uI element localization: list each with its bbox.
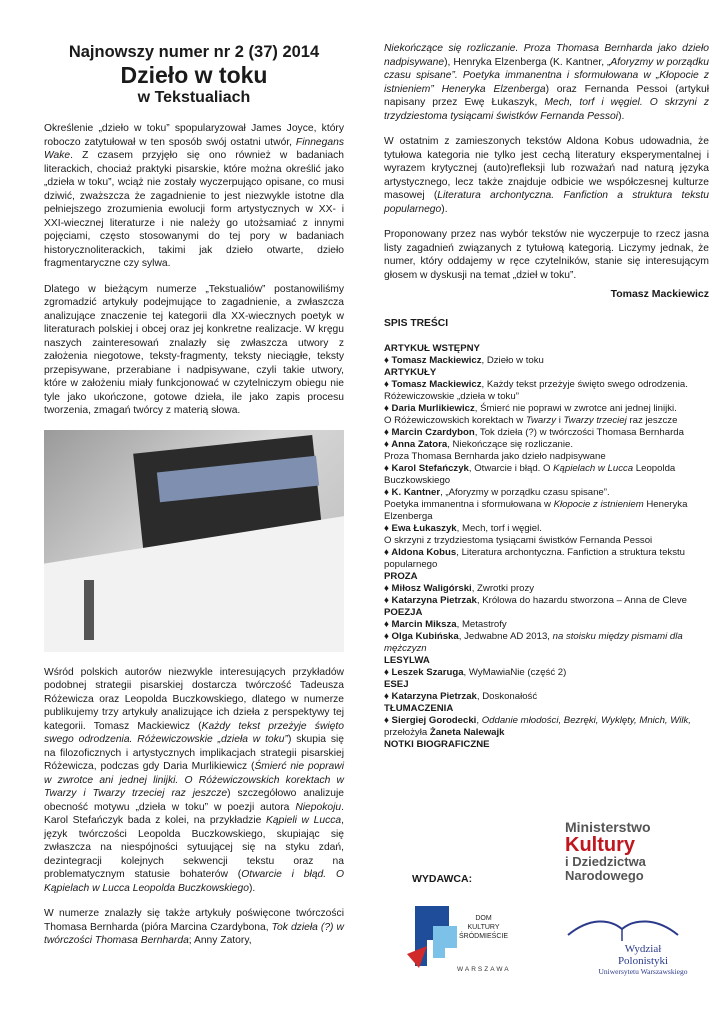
palace-image (84, 580, 94, 640)
dom-kultury-line: KULTURY (467, 924, 500, 931)
toc-entry: Proza Thomasa Bernharda jako dzieło nadpisywane (384, 451, 606, 462)
wp-line: Uniwersytetu Warszawskiego (598, 967, 688, 976)
dom-kultury-city: WARSZAWA (457, 966, 511, 973)
publisher-label: WYDAWCA: (412, 873, 473, 885)
paragraph-6: W ostatnim z zamieszonych tekstów Aldona Kobus udowadnia, że tytułowa kategoria nie tylko jest cechą literatury eksperymentalnej i wyrazem krytycznej (auto)refleksji lub rozważań nad naturą języka artystycznego, lecz także znajduje odbicie we współczesnej kulturze masowej (Literatura archontyczna. Fanfiction a struktura tekstu popularnego). (384, 136, 709, 215)
toc-entry: ♦ Tomasz Mackiewicz, Każdy tekst przeżyje święto swego odrodzenia. (384, 379, 688, 390)
toc-section: TŁUMACZENIA (384, 703, 454, 714)
toc-entry: ♦ Katarzyna Pietrzak, Królowa do hazardu stworzona – Anna de Cleve (384, 595, 688, 606)
toc-section: POEZJA (384, 607, 423, 618)
issue-number: Najnowszy numer nr 2 (37) 2014 (68, 43, 320, 61)
dom-kultury-name (459, 914, 508, 941)
right-column (384, 42, 709, 751)
toc-entry: ♦ Anna Zatora, Niekończące się rozliczanie. (384, 439, 574, 450)
ministry-logo-line: Narodowego (565, 868, 644, 883)
paragraph-1: Określenie „dzieło w toku” spopularyzował James Joyce, który roboczo zatytułował w ten sposób swój ostatni utwór, Finnegans Wake. Z czasem przyjęło się ono również w badaniach literackich, chociaż praktyki pisarskie, które można określić jako „dzieła w toku”, wciąż nie zostały wyczerpująco opisane, co musi dziwić, zważszcza że zagadnienie to jest niezwykle istotne dla pełniejszego zrozumienia ewolucji form artystycznych w XX- i XXI-wiecznej literaturze i nie należy go utożsamiać z innymi pojęciami, często stosowanymi do tej pory w badaniach historycznoliterackich, takimi jak dzieło otwarte, dzieło fragmentaryczne czy sylwa. (44, 123, 344, 269)
issue-header (44, 42, 344, 108)
ministry-logo-line: i Dziedzictwa (565, 854, 646, 869)
toc-entry: ♦ Siergiej Gorodecki, Oddanie młodości, Bezręki, Wyklęty, Mnich, Wilk, przełożyła Żaneta Nalewajk (384, 715, 691, 738)
toc-section: ARTYKUŁ WSTĘPNY (384, 343, 480, 354)
toc-section: ARTYKUŁY (384, 367, 437, 378)
wp-line: Polonistyki (617, 955, 669, 967)
toc-section: LESYLWA (384, 655, 430, 666)
toc-entry: ♦ K. Kantner, „Aforyzmy w porządku czasu spisane”. (384, 487, 610, 498)
issue-title: Dzieło w toku (120, 62, 268, 88)
wp-line: Wydział (624, 943, 662, 955)
toc-title: SPIS TREŚCI (384, 318, 449, 329)
paragraph-4: W numerze znalazły się także artykuły poświęcone twórczości Thomasa Bernharda (pióra Marcina Czardybona, Tok dzieła (?) w twórczości Thomasa Bernharda; Anny Zatory, (44, 908, 344, 946)
toc-entry: ♦ Ewa Łukaszyk, Mech, torf i węgiel. (384, 523, 542, 534)
toc-entry: ♦ Olga Kubińska, Jedwabne AD 2013, na stoisku między pismami dla mężczyzn (384, 631, 683, 654)
toc-entry: ♦ Leszek Szaruga, WyMawiaNie (część 2) (384, 667, 567, 678)
ministry-logo-line: Ministerstwo (565, 819, 651, 835)
toc-entry: ♦ Karol Stefańczyk, Otwarcie i błąd. O Kąpielach w Lucca Leopolda Buczkowskiego (384, 463, 676, 486)
ministry-logo-line: Kultury (565, 834, 635, 856)
toc-section: ESEJ (384, 679, 409, 690)
toc-section: NOTKI BIOGRAFICZNE (384, 739, 490, 750)
wydzial-polonistyki-logo (560, 905, 690, 980)
magazine-photo (44, 430, 344, 652)
toc-entry: Poetyka immanentna i sformułowana w Kłopocie z istnieniem Heneryka Elzenberga (384, 499, 688, 522)
toc-entry: O Różewiczowskich korektach w Twarzy i Twarzy trzeciej raz jeszcze (384, 415, 678, 426)
toc-entry: ♦ Daria Murlikiewicz, Śmierć nie poprawi w zwrotce ani jednej linijki. (384, 403, 677, 414)
issue-subtitle: w Tekstualiach (137, 89, 251, 106)
toc-entry: ♦ Aldona Kobus, Literatura archontyczna. Fanfiction a struktura tekstu popularnego (384, 547, 685, 570)
toc-entry: O skrzyni z trzydziestoma tysiącami świstków Fernanda Pessoi (384, 535, 653, 546)
author-signature: Tomasz Mackiewicz (610, 288, 709, 300)
paragraph-7: Proponowany przez nas wybór tekstów nie wyczerpuje to rzecz jasna listy zagadnień związanych z tytułową kategorią. Liczymy jednak, że numer, który oddajemy w ręce czytelników, stanie się interesującym głosem w dyskusji na temat „dzieł w toku”. (384, 229, 709, 281)
toc-entry: ♦ Marcin Miksza, Metastrofy (384, 619, 507, 630)
toc-entry: ♦ Marcin Czardybon, Tok dzieła (?) w twórczości Thomasa Bernharda (384, 427, 684, 438)
open-book-icon (560, 905, 690, 945)
dom-kultury-logo (397, 896, 525, 978)
toc-entry: ♦ Katarzyna Pietrzak, Doskonałość (384, 691, 538, 702)
paragraph-5: Niekończące się rozliczanie. Proza Thomasa Bernharda jako dzieło nadpisywane), Henryka Elzenberga (K. Kantner, „Aforyzmy w porządku czasu spisane”. Poetyka immanentna i sformułowana w „Kłopocie z istnieniem” Heneryka Elzenberga) oraz Fernanda Pessoi (artykuł napisany przez Ewę Łukaszyk, Mech, torf i węgiel. O skrzyni z trzydziestoma tysiącami świstków Fernanda Pessoi). (384, 43, 709, 122)
toc-entry: ♦ Miłosz Waligórski, Zwrotki prozy (384, 583, 535, 594)
toc-section: PROZA (384, 571, 418, 582)
table-of-contents (384, 343, 709, 751)
paragraph-3: Wśród polskich autorów niezwykle interesujących przykładów podobnej strategii pisarskiej dostarcza twórczość Tadeusza Różewicza oraz Leopolda Buczkowskiego, dlatego w numerze publikujemy trzy artykuły analizujące ich dzieła z perspektywy tej kategorii. Tomasz Mackiewicz (Każdy tekst przeżyje święto swego odrodzenia. Różewiczowskie „dzieła w toku”) skupia się na filozoficznych i artystycznych implikacjach strategii pisarskiej Różewicza, podczas gdy Daria Murlikiewicz (Śmierć nie poprawi w zwrotce ani jednej linijki. O Różewiczowskich korektach w Twarzy i Twarzy trzeciej raz jeszcze) szczegółowo analizuje obecność motywu „dzieła w toku” w poezji autora Niepokoju. Karol Stefańczyk bada z kolei, na przykładzie Kąpieli w Lucca, język twórczości Leopolda Buczkowskiego, skupiając się zwłaszcza na niespójności sytuującej się na styku zdań, dezintegracji kolejnych sekwencji tekstu oraz na problematycznym statusie bohaterów (Otwarcie i błąd. O Kąpielach w Lucca Leopolda Buczkowskiego). (44, 666, 345, 894)
paragraph-2: Dlatego w bieżącym numerze „Tekstualiów” postanowiliśmy zgromadzić artykuły podejmujące to zagadnienie, a zwłaszcza analizujące znaczenie tej kategorii dla XX-wiecznych poetyk w literaturach polskiej i obcej oraz jej konkretne realizacje. W kręgu naszych zainteresowań znalazły się zwłaszcza utwory z założenia niegotowe, teksty-fragmenty, teksty nieciągłe, teksty przepisywane, przerabiane i nadpisywane, czyli takie utwory, które w założeniu miały funkcjonować w czytelniczym obiegu nie tyle jako ukończone, gotowe dzieła, ile jako zapis procesu tworzenia, zmagań twórcy z materią słowa. (44, 283, 344, 416)
dom-kultury-line: ŚRÓDMIEŚCIE (459, 933, 509, 940)
left-column (44, 42, 344, 960)
ministry-logo (565, 820, 685, 883)
toc-entry: Różewiczowskie „dzieła w toku” (384, 391, 519, 402)
wydzial-polonistyki-text (588, 943, 698, 977)
dom-kultury-line: DOM (475, 915, 492, 922)
toc-entry: ♦ Tomasz Mackiewicz, Dzieło w toku (384, 355, 544, 366)
